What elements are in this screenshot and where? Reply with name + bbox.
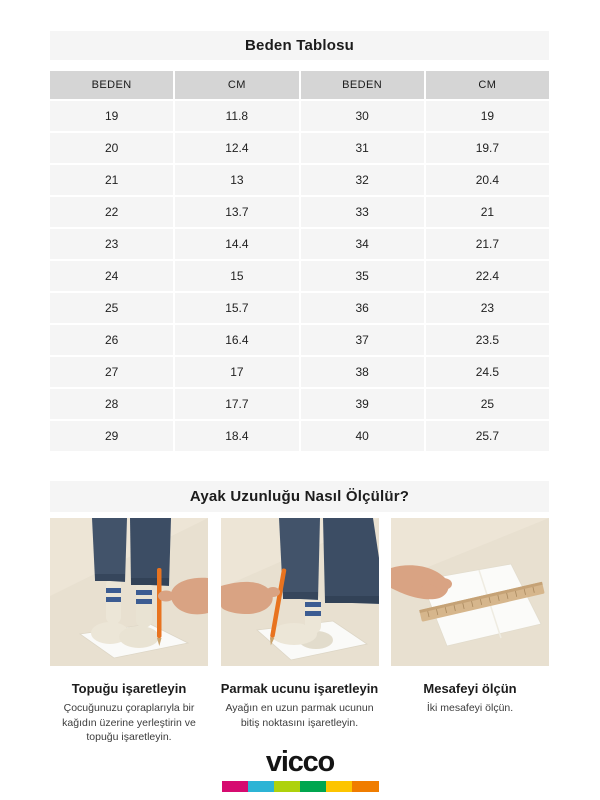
size-cell: 24.5 [426,357,549,387]
table-header-cell: CM [426,71,549,99]
size-cell: 27 [50,357,173,387]
size-cell: 24 [50,261,173,291]
stripe-segment [326,781,352,792]
size-cell: 25.7 [426,421,549,451]
stripe-segment [352,781,378,792]
size-cell: 22.4 [426,261,549,291]
size-cell: 19.7 [426,133,549,163]
size-cell: 20 [50,133,173,163]
step-measure-distance [391,518,549,745]
size-cell: 28 [50,389,173,419]
measure-distance-photo [391,518,549,666]
table-header-cell: CM [175,71,298,99]
size-cell: 21 [50,165,173,195]
size-cell: 26 [50,325,173,355]
size-cell: 34 [301,229,424,259]
size-cell: 30 [301,101,424,131]
size-cell: 23 [426,293,549,323]
step-mark-toe [221,518,379,745]
size-cell: 35 [301,261,424,291]
size-cell: 21 [426,197,549,227]
mark-toe-photo [221,518,379,666]
table-header-cell: BEDEN [301,71,424,99]
stripe-segment [300,781,326,792]
step-heading: Topuğu işaretleyin [71,681,187,696]
size-cell: 19 [426,101,549,131]
step-description: İki mesafeyi ölçün. [426,702,514,714]
size-cell: 15.7 [175,293,298,323]
stripe-segment [222,781,248,792]
step-description: Çocuğunuzu çoraplarıyla bir kağıdın üzerine yerleştirin ve topuğu işaretleyin. [62,702,196,744]
size-cell: 11.8 [175,101,298,131]
size-cell: 13 [175,165,298,195]
step-mark-heel [50,518,208,745]
size-cell: 37 [301,325,424,355]
step-heading: Mesafeyi ölçün [423,681,517,696]
size-cell: 21.7 [426,229,549,259]
size-cell: 32 [301,165,424,195]
mark-heel-photo [50,518,208,666]
size-table [50,71,549,451]
size-cell: 38 [301,357,424,387]
stripe-segment [274,781,300,792]
size-cell: 17.7 [175,389,298,419]
size-cell: 12.4 [175,133,298,163]
step-heading: Parmak ucunu işaretleyin [220,681,379,696]
size-chart-title: Beden Tablosu [50,31,549,60]
size-cell: 13.7 [175,197,298,227]
size-cell: 22 [50,197,173,227]
size-cell: 20.4 [426,165,549,195]
size-cell: 25 [50,293,173,323]
size-cell: 29 [50,421,173,451]
size-cell: 36 [301,293,424,323]
size-cell: 33 [301,197,424,227]
size-cell: 15 [175,261,298,291]
step-description: Ayağın en uzun parmak ucunun bitiş noktasını işaretleyin. [225,702,374,729]
size-cell: 31 [301,133,424,163]
size-cell: 40 [301,421,424,451]
size-cell: 16.4 [175,325,298,355]
measure-guide-title: Ayak Uzunluğu Nasıl Ölçülür? [50,481,549,512]
size-cell: 39 [301,389,424,419]
brand-logo [0,747,600,792]
size-cell: 19 [50,101,173,131]
size-cell: 14.4 [175,229,298,259]
size-cell: 23 [50,229,173,259]
size-cell: 25 [426,389,549,419]
table-header-cell: BEDEN [50,71,173,99]
size-cell: 18.4 [175,421,298,451]
size-cell: 17 [175,357,298,387]
brand-stripe [222,781,379,792]
stripe-segment [248,781,274,792]
size-cell: 23.5 [426,325,549,355]
measure-steps [50,518,549,745]
brand-name: vicco [265,746,335,778]
